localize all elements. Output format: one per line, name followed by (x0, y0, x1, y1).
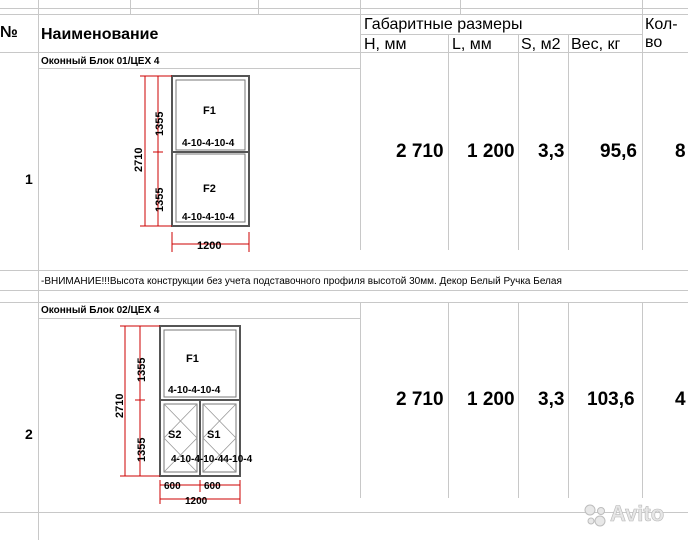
avito-watermark-text: Avito (610, 501, 665, 526)
row-1-dim-bottom: 1355 (154, 187, 166, 212)
row-2-dim-width: 1200 (185, 496, 208, 507)
row-1-window-drawing (125, 72, 260, 257)
avito-watermark (582, 500, 684, 530)
header-col-qty-1: Кол- (645, 16, 678, 33)
row-1-pane-top: F1 (203, 105, 216, 117)
header-col-qty-2: во (645, 34, 663, 51)
row-2-dim-bottom: 1355 (136, 437, 148, 462)
row-1-dim-total: 2710 (133, 147, 145, 172)
row-2-qty: 4 (675, 389, 686, 410)
row-1-weight: 95,6 (600, 141, 637, 162)
row-1-length: 1 200 (467, 141, 515, 162)
row-2-dim-left: 600 (164, 481, 181, 492)
header-col-h: H, мм (364, 36, 407, 53)
row-2-glass-bottom: 4-10-4-10-44-10-4 (171, 454, 253, 465)
row-1-name: Оконный Блок 01/ЦЕХ 4 (41, 56, 160, 67)
row-1-dim-width: 1200 (197, 240, 222, 252)
row-1-number: 1 (25, 171, 33, 187)
row-2-sash-right: S1 (207, 429, 221, 441)
row-2-window-drawing (112, 322, 272, 508)
row-1-glass-bottom: 4-10-4-10-4 (182, 212, 235, 223)
row-2-dim-total: 2710 (114, 393, 126, 418)
header-col-s: S, м2 (521, 36, 561, 53)
row-1-note: -ВНИМАНИЕ!!!Высота конструкции без учета подставочного профиля высотой 30мм. Декор Белый Ручка Белая (41, 276, 562, 287)
row-1-dim-top: 1355 (154, 111, 166, 136)
row-2-dim-right: 600 (204, 481, 221, 492)
header-col-name: Наименование (41, 26, 159, 43)
row-1-glass-top: 4-10-4-10-4 (182, 138, 235, 149)
row-2-pane-top: F1 (186, 353, 199, 365)
row-2-dim-top: 1355 (136, 357, 148, 382)
header-col-w: Вес, кг (571, 36, 621, 53)
row-2-sash-left: S2 (168, 429, 182, 441)
header-col-dims: Габаритные размеры (364, 16, 523, 33)
row-1-pane-bottom: F2 (203, 183, 216, 195)
row-1-height: 2 710 (396, 141, 444, 162)
row-2-number: 2 (25, 426, 33, 442)
row-2-glass-top: 4-10-4-10-4 (168, 385, 221, 396)
row-2-weight: 103,6 (587, 389, 635, 410)
row-1-qty: 8 (675, 141, 686, 162)
row-2-height: 2 710 (396, 389, 444, 410)
row-2-length: 1 200 (467, 389, 515, 410)
row-2-area: 3,3 (538, 389, 565, 410)
row-1-area: 3,3 (538, 141, 565, 162)
header-col-l: L, мм (452, 36, 492, 53)
row-2-name: Оконный Блок 02/ЦЕХ 4 (41, 305, 160, 316)
header-col-no: № (0, 24, 18, 41)
avito-logo-icon (582, 502, 608, 528)
